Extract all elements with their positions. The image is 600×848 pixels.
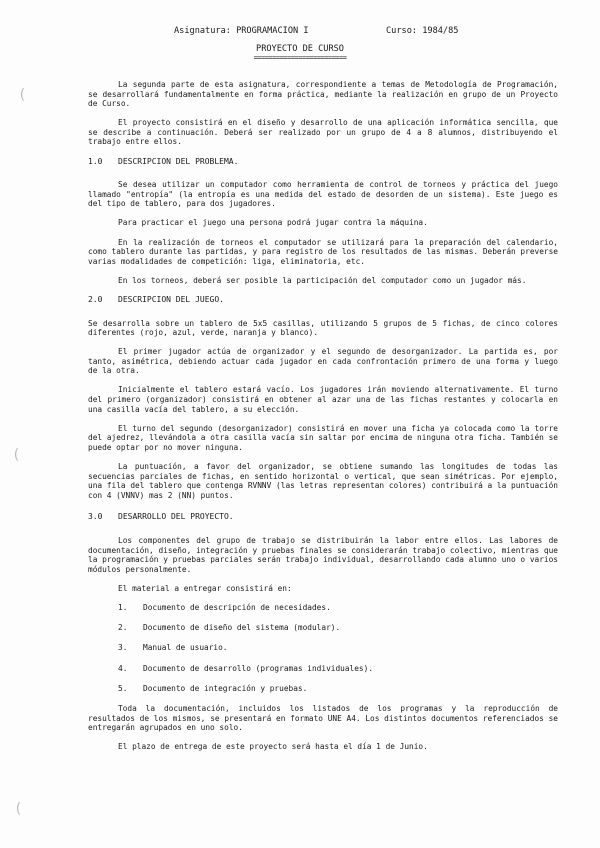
section-paragraph: En los torneos, deberá ser posible la participación del computador como un jugador más. <box>118 275 527 285</box>
list-item-number: 3. <box>118 643 128 653</box>
section-paragraph: Inicialmente el tablero estará vacío. Los jugadores irán moviendo alternativamente. El turno del primero (organizador) consistirá en obtener al azar una de las fichas restantes y colocarla en una casilla vacía del tablero, a su elección. <box>88 385 558 414</box>
list-item-number: 1. <box>118 602 128 612</box>
section-number: 2.0 <box>88 294 103 304</box>
section-paragraph: En la realización de torneos el computador se utilizará para la preparación del calendario, como tablero durante las partidas, y para registro de los resultados de las mismas. Deberán preverse varias modalidades de competición: liga, eliminatoria, etc. <box>88 237 558 266</box>
title-underline: ========================= <box>253 54 347 62</box>
section-heading <box>88 512 558 522</box>
document-title <box>0 44 600 62</box>
section-paragraph: Se desea utilizar un computador como herramienta de control de torneos y práctica del juego llamado "entropía" (la entropía es una medida del estado de desorden de un sistema). Este juego es del tipo de tablero, para dos jugadores. <box>88 180 558 209</box>
list-item <box>118 664 558 674</box>
intro-paragraph: La segunda parte de esta asignatura, correspondiente a temas de Metodología de Programación, se desarrollará fundamentalmente en forma práctica, mediante la realización en grupo de un Proyecto de Curso. <box>88 80 558 109</box>
section-title: DESCRIPCION DEL PROBLEMA. <box>118 156 239 166</box>
list-item <box>118 623 558 633</box>
list-item-text: Documento de integración y pruebas. <box>143 683 308 693</box>
section-paragraph: Toda la documentación, incluidos los listados de los programas y la reproducción de resultados de los mismos, se presentará en formato UNE A4. Los distintos documentos referenciados se entregarán agrupados en uno solo. <box>88 703 558 733</box>
scan-margin-mark: ( <box>12 447 21 463</box>
scan-margin-mark: ( <box>14 801 23 817</box>
section-paragraph: El turno del segundo (desorganizador) consistirá en mover una ficha ya colocada como la torre del ajedrez, llevándola a otra casilla vacía sin saltar por encima de ninguna otra ficha. También se puede optar por no mover ninguna. <box>88 423 558 452</box>
section-title: DESARROLLO DEL PROYECTO. <box>118 512 234 522</box>
list-item-number: 4. <box>118 663 128 673</box>
list-item <box>118 603 558 613</box>
course-label: Curso: 1984/85 <box>386 26 459 36</box>
scan-margin-mark: ( <box>18 87 27 103</box>
section-heading <box>88 157 558 167</box>
list-item-text: Documento de desarrollo (programas individuales). <box>143 663 374 673</box>
section-paragraph: El material a entregar consistirá en: <box>118 583 292 593</box>
section-paragraph: Para practicar el juego una persona podrá jugar contra la máquina. <box>118 218 428 228</box>
document-body <box>88 80 558 761</box>
section-paragraph: Se desarrolla sobre un tablero de 5x5 casillas, utilizando 5 grupos de 5 fichas, de cinco colores diferentes (rojo, azul, verde, naranja y blanco). <box>88 318 558 338</box>
intro-paragraph: El proyecto consistirá en el diseño y desarrollo de una aplicación informática sencilla, que se describe a continuación. Deberá ser realizado por un grupo de 4 a 8 alumnos, distribuyendo el trabajo entre ellos. <box>88 118 558 147</box>
list-item <box>118 643 558 653</box>
list-item-text: Documento de descripción de necesidades. <box>143 602 331 612</box>
list-item-text: Manual de usuario. <box>143 643 228 653</box>
list-item-number: 5. <box>118 683 128 693</box>
section-paragraph: El plazo de entrega de este proyecto será hasta el día 1 de Junio. <box>118 742 428 752</box>
list-item-number: 2. <box>118 623 128 633</box>
title-text: PROYECTO DE CURSO <box>256 44 344 54</box>
section-paragraph: Los componentes del grupo de trabajo se distribuirán la labor entre ellos. Las labores de documentación, diseño, integración y pruebas finales se considerarán trabajo colectivo, mientras que la programación y pruebas parciales serán trabajo individual, desarrollando cada alumno uno o varios módulos personalmente. <box>88 536 558 574</box>
section-heading <box>88 295 558 305</box>
section-number: 3.0 <box>88 512 103 522</box>
section-title: DESCRIPCION DEL JUEGO. <box>118 294 224 304</box>
subject-label: Asignatura: PROGRAMACION I <box>174 26 309 36</box>
list-item <box>118 684 558 694</box>
section-paragraph: El primer jugador actúa de organizador y el segundo de desorganizador. La partida es, por tanto, asimétrica, debiendo actuar cada jugador en cada confrontación primero de una forma y luego de la otra. <box>88 347 558 376</box>
deliverables-list <box>88 603 558 693</box>
section-number: 1.0 <box>88 156 103 166</box>
section-paragraph: La puntuación, a favor del organizador, se obtiene sumando las longitudes de todas las secuencias parciales de fichas, en sentido horizontal o vertical, que sean simétricas. Por ejemplo, una fila del tablero que contenga RVNNV (las letras representan colores) contribuirá a la puntuación con 4 (VNNV) mas 2 (NN) puntos. <box>88 462 558 500</box>
list-item-text: Documento de diseño del sistema (modular). <box>143 623 341 633</box>
